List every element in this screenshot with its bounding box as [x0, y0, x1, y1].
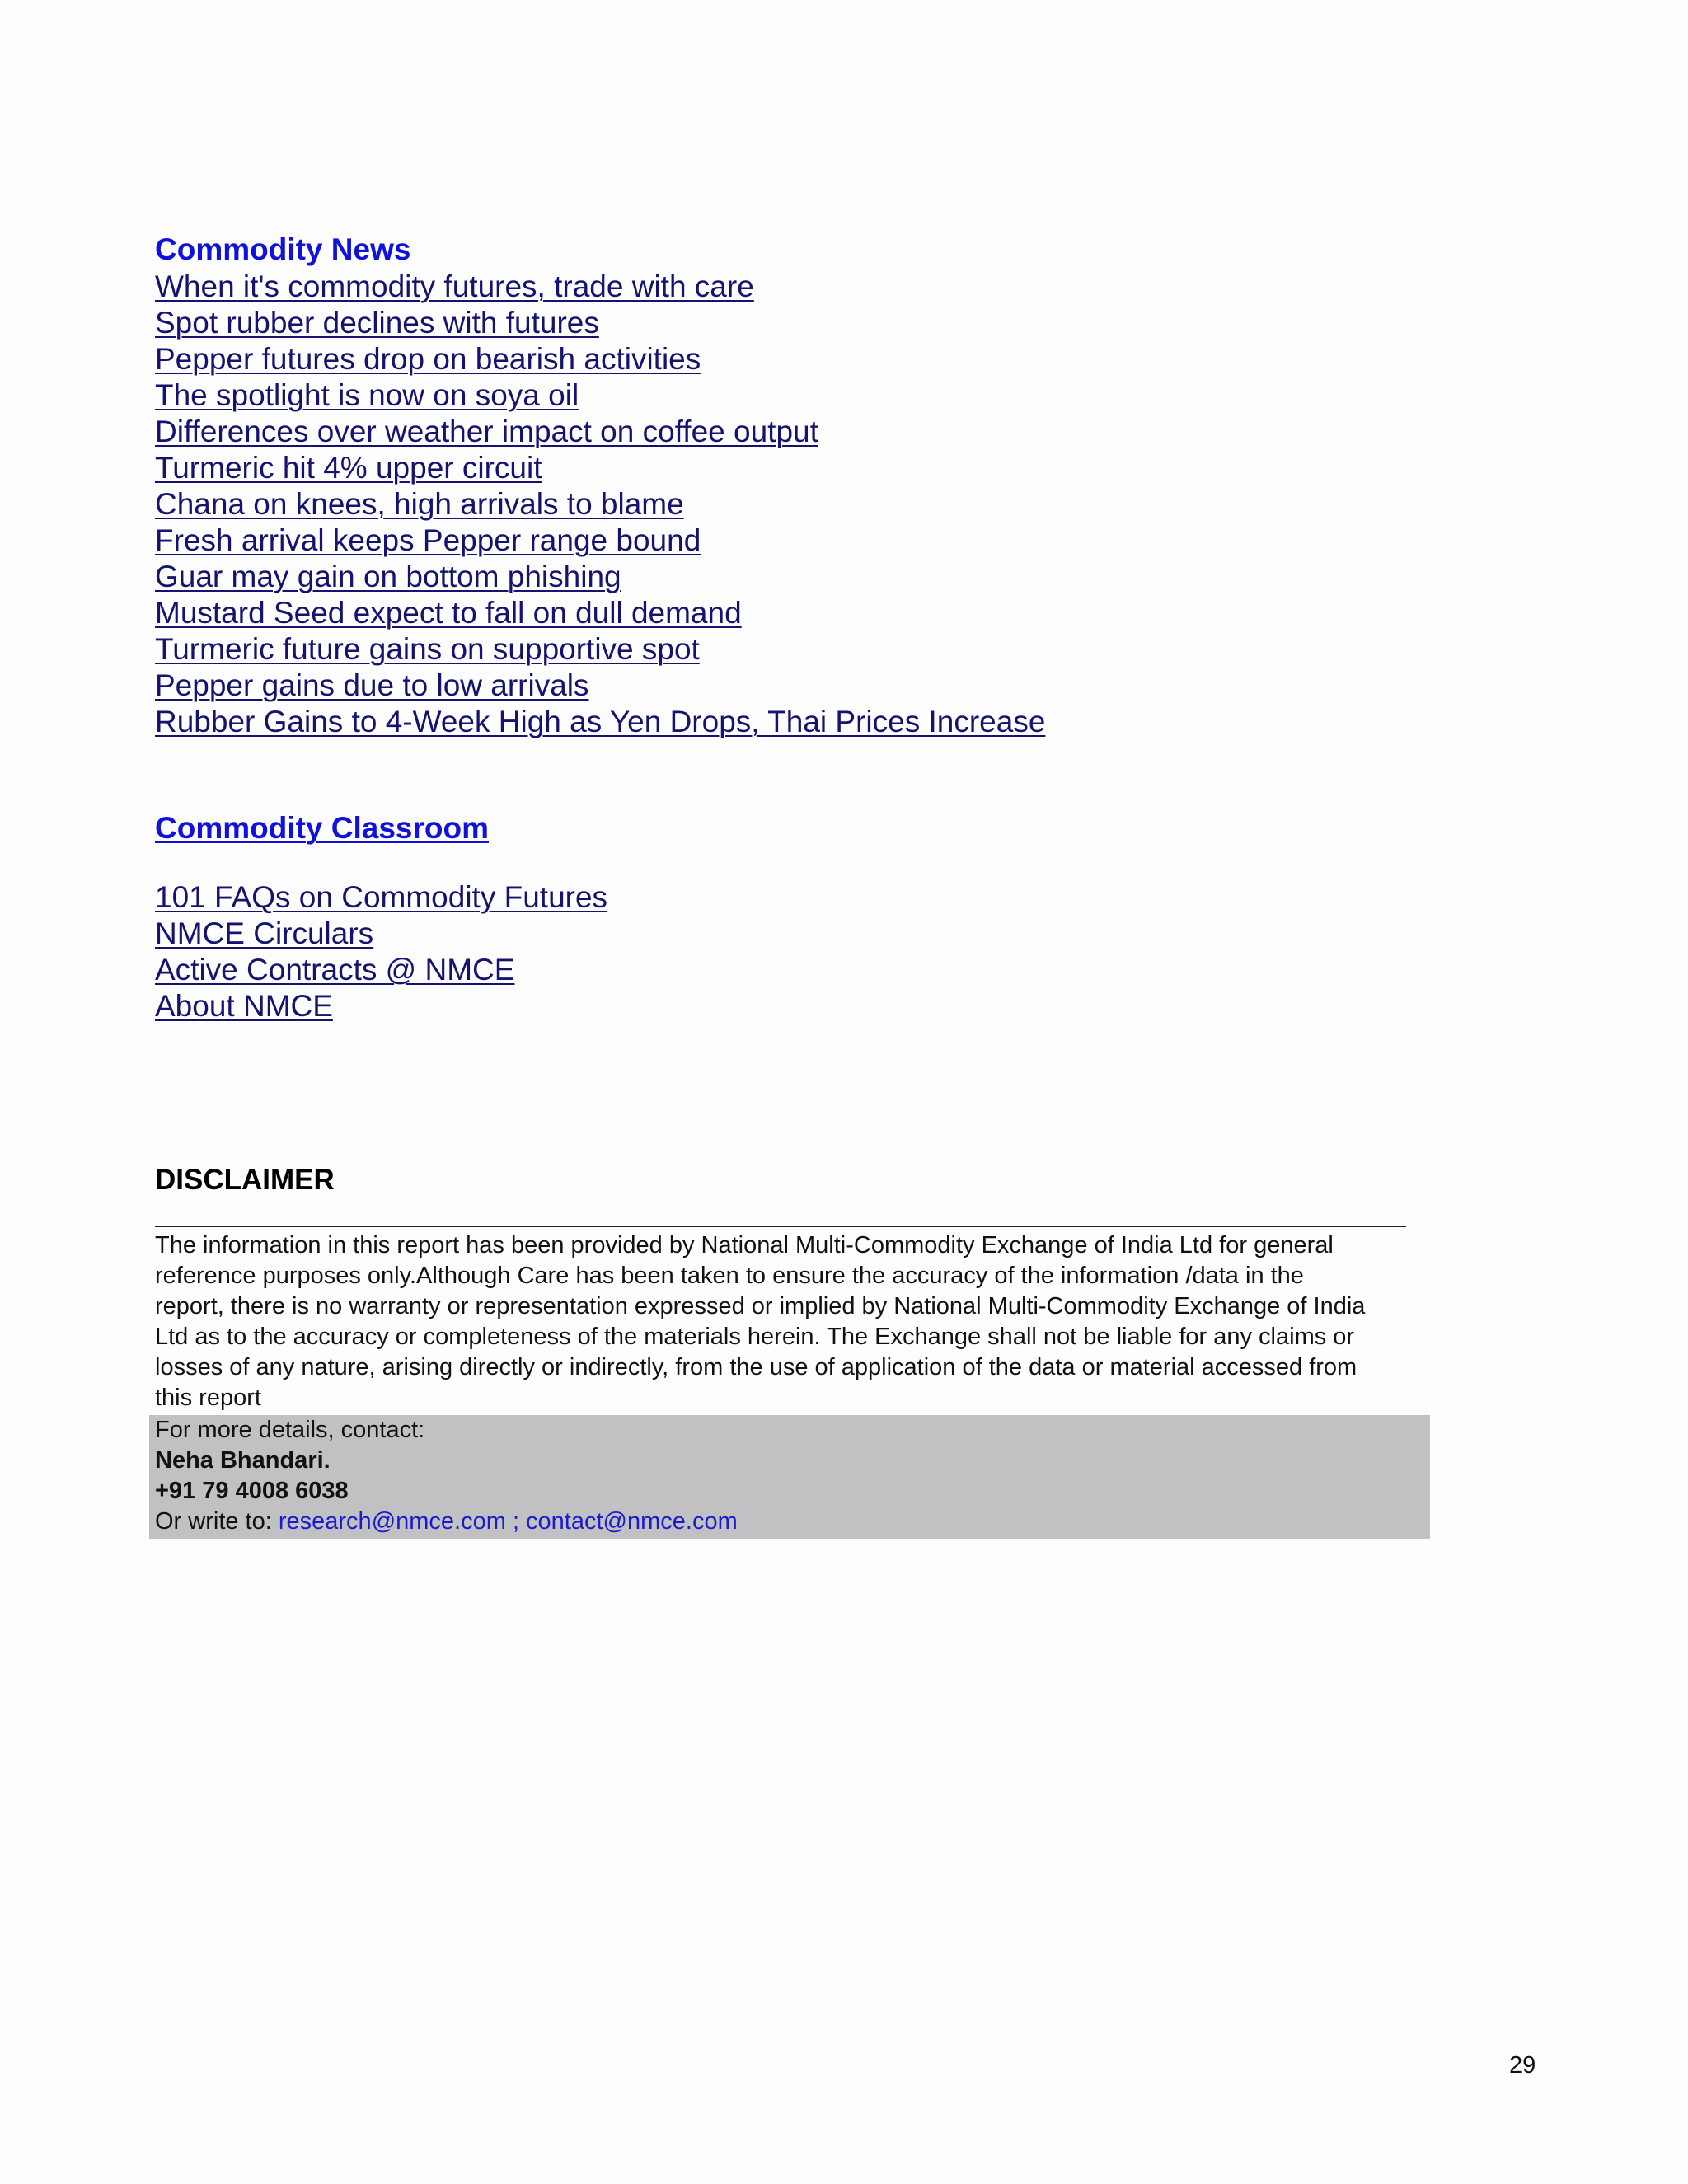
news-link[interactable]: Rubber Gains to 4-Week High as Yen Drops, Thai Prices Increase	[155, 705, 1046, 738]
disclaimer-line: reference purposes only.Although Care has been taken to ensure the accuracy of the information /data in the	[155, 1263, 1304, 1289]
list-item	[155, 952, 607, 988]
list-item	[155, 450, 1045, 486]
commodity-classroom-heading-link[interactable]: Commodity Classroom	[155, 811, 490, 845]
disclaimer-divider	[155, 1226, 1406, 1227]
classroom-link[interactable]: NMCE Circulars	[155, 916, 374, 950]
disclaimer-line: report, there is no warranty or representation expressed or implied by National Multi-Commodity Exchange of India	[155, 1293, 1366, 1319]
contact-phone: +91 79 4008 6038	[155, 1478, 349, 1504]
news-link[interactable]: Pepper gains due to low arrivals	[155, 668, 589, 702]
commodity-news-list	[155, 269, 1045, 740]
list-item	[155, 916, 607, 952]
list-item	[155, 305, 1045, 341]
write-to-label: Or write to:	[155, 1508, 279, 1535]
commodity-news-heading: Commodity News	[155, 232, 411, 266]
list-item	[155, 377, 1045, 414]
commodity-classroom-list	[155, 879, 607, 1024]
news-link[interactable]: Spot rubber declines with futures	[155, 306, 599, 340]
contact-write-row	[155, 1507, 1430, 1537]
contact-intro: For more details, contact:	[155, 1417, 425, 1443]
disclaimer-title: DISCLAIMER	[155, 1164, 335, 1196]
list-item	[155, 414, 1045, 450]
list-item	[155, 559, 1045, 595]
list-item	[155, 486, 1045, 523]
disclaimer-line: The information in this report has been provided by National Multi-Commodity Exchange of India Ltd for general	[155, 1232, 1334, 1258]
list-item	[155, 879, 607, 916]
news-link[interactable]: The spotlight is now on soya oil	[155, 378, 579, 412]
news-link[interactable]: When it's commodity futures, trade with care	[155, 269, 754, 303]
news-link[interactable]: Turmeric hit 4% upper circuit	[155, 451, 542, 485]
disclaimer-line: losses of any nature, arising directly or indirectly, from the use of application of the data or material accessed from	[155, 1354, 1357, 1380]
disclaimer-line: this report	[155, 1385, 261, 1411]
contact-box	[149, 1415, 1430, 1539]
news-link[interactable]: Fresh arrival keeps Pepper range bound	[155, 523, 701, 557]
disclaimer-body	[155, 1230, 1441, 1413]
news-link[interactable]: Pepper futures drop on bearish activities	[155, 342, 701, 376]
news-link[interactable]: Turmeric future gains on supportive spot	[155, 632, 700, 666]
disclaimer-line: Ltd as to the accuracy or completeness of the materials herein. The Exchange shall not be liable for any claims or	[155, 1324, 1355, 1350]
list-item	[155, 523, 1045, 559]
news-link[interactable]: Guar may gain on bottom phishing	[155, 560, 621, 593]
list-item	[155, 631, 1045, 668]
list-item	[155, 988, 607, 1024]
list-item	[155, 668, 1045, 704]
list-item	[155, 595, 1045, 631]
list-item	[155, 704, 1045, 740]
news-link[interactable]: Mustard Seed expect to fall on dull demand	[155, 596, 742, 630]
classroom-link[interactable]: 101 FAQs on Commodity Futures	[155, 880, 608, 914]
news-link[interactable]: Differences over weather impact on coffee output	[155, 415, 818, 448]
news-link[interactable]: Chana on knees, high arrivals to blame	[155, 487, 684, 521]
list-item	[155, 341, 1045, 377]
contact-name: Neha Bhandari.	[155, 1447, 331, 1474]
list-item	[155, 269, 1045, 305]
classroom-link[interactable]: Active Contracts @ NMCE	[155, 953, 515, 987]
classroom-link[interactable]: About NMCE	[155, 989, 333, 1023]
page-number: 29	[1509, 2052, 1536, 2079]
email-links[interactable]: research@nmce.com ; contact@nmce.com	[278, 1508, 738, 1535]
